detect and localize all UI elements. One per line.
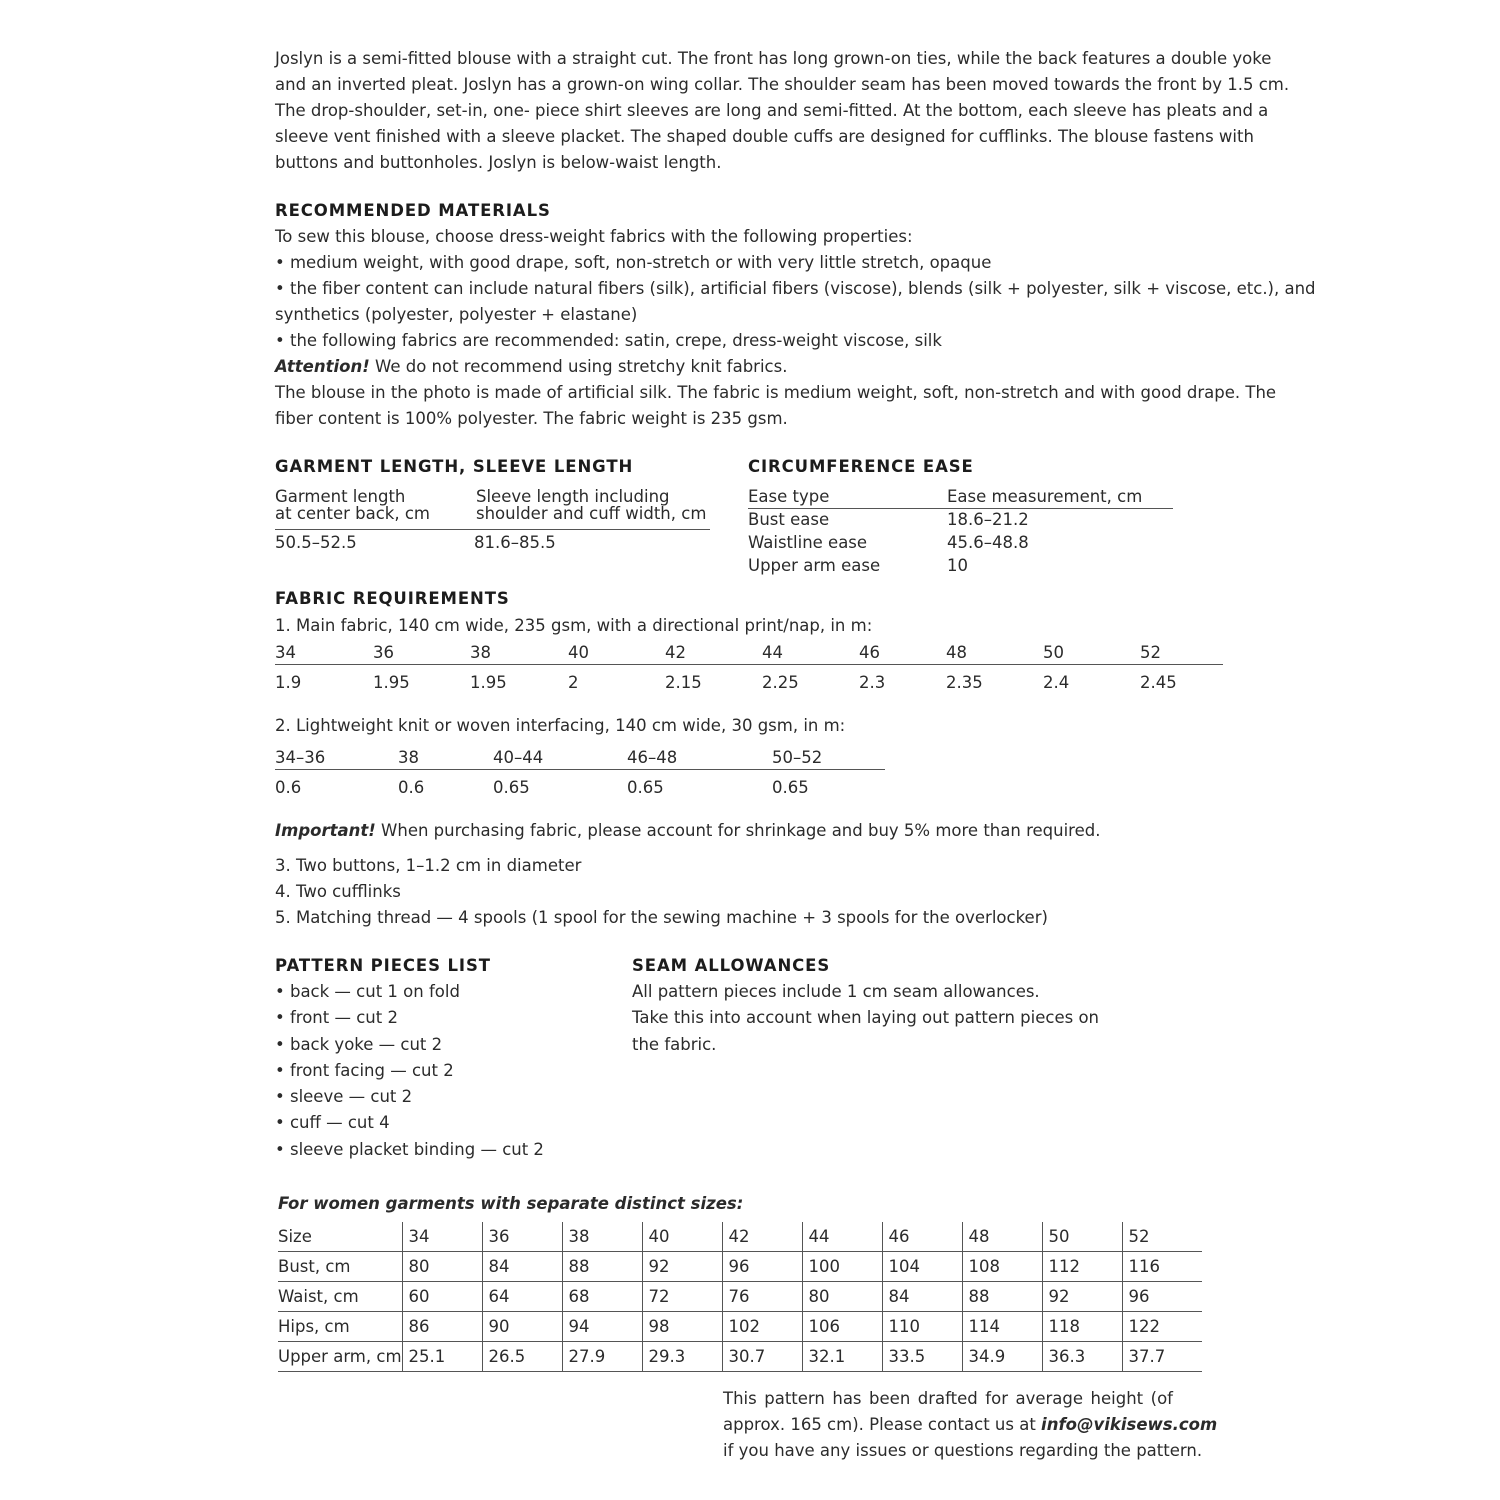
measurement-cell: 108 — [962, 1252, 1042, 1282]
garment-length-value: 50.5–52.5 — [275, 533, 357, 552]
col-header-line: Garment length — [275, 487, 406, 506]
value-cell: 1.95 — [373, 673, 410, 692]
size-cell: 38 — [398, 748, 419, 767]
size-cell: 50 — [1043, 643, 1064, 662]
measurement-cell: 33.5 — [882, 1342, 962, 1372]
size-cell: 52 — [1140, 643, 1161, 662]
size-cell: 38 — [470, 643, 491, 662]
seam-text: the fabric. — [632, 1035, 717, 1054]
measurement-cell: 38 — [562, 1222, 642, 1252]
supply-item: 4. Two cufflinks — [275, 882, 401, 901]
important-text: When purchasing fabric, please account for shrinkage and buy 5% more than required. — [375, 821, 1101, 840]
value-cell: 0.65 — [627, 778, 664, 797]
size-cell: 40–44 — [493, 748, 544, 767]
size-chart-table — [278, 1222, 1202, 1372]
seam-heading: SEAM ALLOWANCES — [632, 956, 831, 975]
garment-length-heading: GARMENT LENGTH, SLEEVE LENGTH — [275, 457, 634, 476]
measurement-cell: 106 — [802, 1312, 882, 1342]
value-cell: 1.95 — [470, 673, 507, 692]
measurement-cell: 36.3 — [1042, 1342, 1122, 1372]
measurement-cell: 80 — [802, 1282, 882, 1312]
measurement-cell: 90 — [482, 1312, 562, 1342]
measurement-cell: 34.9 — [962, 1342, 1042, 1372]
intro-line: The drop-shoulder, set-in, one- piece shirt sleeves are long and semi-fitted. At the bottom, each sleeve has pleats and a — [275, 101, 1269, 120]
value-cell: 2.35 — [946, 673, 983, 692]
measurement-cell: 116 — [1122, 1252, 1202, 1282]
ease-value: 18.6–21.2 — [947, 510, 1029, 529]
col-header-line: Sleeve length including — [476, 487, 670, 506]
value-cell: 2.25 — [762, 673, 799, 692]
measurement-cell: 122 — [1122, 1312, 1202, 1342]
value-cell: 0.65 — [772, 778, 809, 797]
measurement-cell: 92 — [642, 1252, 722, 1282]
contact-line: This pattern has been drafted for average height (of — [723, 1389, 1173, 1408]
value-cell: 2.3 — [859, 673, 886, 692]
piece-item: • front facing — cut 2 — [275, 1061, 454, 1080]
measurement-cell: 100 — [802, 1252, 882, 1282]
pieces-heading: PATTERN PIECES LIST — [275, 956, 491, 975]
measurement-cell: 92 — [1042, 1282, 1122, 1312]
measurement-cell: 86 — [402, 1312, 482, 1342]
value-cell: 0.65 — [493, 778, 530, 797]
measurement-cell: 76 — [722, 1282, 802, 1312]
row-label: Size — [278, 1222, 402, 1252]
photo-note-continued: fiber content is 100% polyester. The fabric weight is 235 gsm. — [275, 409, 788, 428]
contact-note — [723, 1386, 1218, 1464]
size-table-row — [278, 1312, 1202, 1342]
size-cell: 36 — [373, 643, 394, 662]
photo-note: The blouse in the photo is made of artificial silk. The fabric is medium weight, soft, non-stretch and with good drape. The — [275, 383, 1277, 402]
size-cell: 48 — [946, 643, 967, 662]
measurement-cell: 98 — [642, 1312, 722, 1342]
ease-type-header: Ease type — [748, 487, 830, 506]
measurement-cell: 40 — [642, 1222, 722, 1252]
measurement-cell: 102 — [722, 1312, 802, 1342]
attention-note — [275, 354, 1223, 380]
piece-item: • sleeve placket binding — cut 2 — [275, 1140, 544, 1159]
garment-length-col-header — [275, 488, 430, 522]
contact-line: if you have any issues or questions regarding the pattern. — [723, 1441, 1203, 1460]
ease-heading: CIRCUMFERENCE EASE — [748, 457, 974, 476]
size-cell: 46 — [859, 643, 880, 662]
size-cell: 40 — [568, 643, 589, 662]
measurement-cell: 68 — [562, 1282, 642, 1312]
measurement-cell: 50 — [1042, 1222, 1122, 1252]
contact-text: approx. 165 cm). Please contact us at — [723, 1415, 1042, 1434]
supply-item: 5. Matching thread — 4 spools (1 spool for the sewing machine + 3 spools for the overlocker) — [275, 908, 1048, 927]
size-cell: 44 — [762, 643, 783, 662]
piece-item: • back yoke — cut 2 — [275, 1035, 443, 1054]
size-table-row — [278, 1222, 1202, 1252]
materials-bullet: • the fiber content can include natural fibers (silk), artificial fibers (viscose), blends (silk + polyester, silk + viscose, etc.), and — [275, 279, 1316, 298]
measurement-cell: 114 — [962, 1312, 1042, 1342]
materials-bullet: • medium weight, with good drape, soft, non-stretch or with very little stretch, opaque — [275, 253, 992, 272]
contact-line — [723, 1412, 1218, 1438]
value-cell: 0.6 — [275, 778, 302, 797]
measurement-cell: 96 — [722, 1252, 802, 1282]
row-label: Upper arm, cm — [278, 1342, 402, 1372]
piece-item: • back — cut 1 on fold — [275, 982, 460, 1001]
table-rule — [275, 529, 710, 530]
measurement-cell: 60 — [402, 1282, 482, 1312]
size-table-row — [278, 1342, 1202, 1372]
row-label: Hips, cm — [278, 1312, 402, 1342]
measurement-cell: 88 — [962, 1282, 1042, 1312]
size-table-row — [278, 1282, 1202, 1312]
attention-text: We do not recommend using stretchy knit fabrics. — [369, 357, 788, 376]
measurement-cell: 84 — [482, 1252, 562, 1282]
attention-label: Attention! — [275, 357, 370, 376]
measurement-cell: 96 — [1122, 1282, 1202, 1312]
seam-text: Take this into account when laying out pattern pieces on — [632, 1008, 1099, 1027]
size-cell: 50–52 — [772, 748, 823, 767]
intro-line: sleeve vent finished with a sleeve placket. The shaped double cuffs are designed for cufflinks. The blouse fastens with — [275, 127, 1254, 146]
ease-value: 45.6–48.8 — [947, 533, 1029, 552]
measurement-cell: 25.1 — [402, 1342, 482, 1372]
col-header-line: shoulder and cuff width, cm — [476, 504, 707, 523]
intro-line: Joslyn is a semi-fitted blouse with a straight cut. The front has long grown-on ties, while the back features a double yoke — [275, 49, 1272, 68]
measurement-cell: 110 — [882, 1312, 962, 1342]
measurement-cell: 44 — [802, 1222, 882, 1252]
table-rule — [748, 508, 1173, 509]
measurement-cell: 27.9 — [562, 1342, 642, 1372]
size-cell: 42 — [665, 643, 686, 662]
materials-bullet: • the following fabrics are recommended: satin, crepe, dress-weight viscose, silk — [275, 331, 942, 350]
row-label: Bust, cm — [278, 1252, 402, 1282]
measurement-cell: 104 — [882, 1252, 962, 1282]
measurement-cell: 42 — [722, 1222, 802, 1252]
sleeve-length-col-header — [476, 488, 706, 522]
contact-email[interactable]: info@vikisews.com — [1041, 1415, 1218, 1434]
intro-line: buttons and buttonholes. Joslyn is below-waist length. — [275, 153, 722, 172]
measurement-cell: 52 — [1122, 1222, 1202, 1252]
measurement-cell: 36 — [482, 1222, 562, 1252]
ease-type: Waistline ease — [748, 533, 868, 552]
main-fabric-label: 1. Main fabric, 140 cm wide, 235 gsm, with a directional print/nap, in m: — [275, 616, 873, 635]
piece-item: • front — cut 2 — [275, 1008, 398, 1027]
measurement-cell: 64 — [482, 1282, 562, 1312]
measurement-cell: 118 — [1042, 1312, 1122, 1342]
value-cell: 2 — [568, 673, 579, 692]
measurement-cell: 29.3 — [642, 1342, 722, 1372]
measurement-cell: 37.7 — [1122, 1342, 1202, 1372]
interfacing-label: 2. Lightweight knit or woven interfacing, 140 cm wide, 30 gsm, in m: — [275, 716, 846, 735]
sleeve-length-value: 81.6–85.5 — [474, 533, 556, 552]
measurement-cell: 84 — [882, 1282, 962, 1312]
measurement-cell: 32.1 — [802, 1342, 882, 1372]
value-cell: 2.15 — [665, 673, 702, 692]
measurement-cell: 48 — [962, 1222, 1042, 1252]
size-cell: 34–36 — [275, 748, 326, 767]
measurement-cell: 94 — [562, 1312, 642, 1342]
important-label: Important! — [275, 821, 376, 840]
intro-line: and an inverted pleat. Joslyn has a grown-on wing collar. The shoulder seam has been moved towards the front by 1.5 cm. — [275, 75, 1290, 94]
ease-measurement-header: Ease measurement, cm — [947, 487, 1143, 506]
materials-heading: RECOMMENDED MATERIALS — [275, 201, 551, 220]
value-cell: 1.9 — [275, 673, 302, 692]
materials-intro: To sew this blouse, choose dress-weight fabrics with the following properties: — [275, 227, 913, 246]
table-rule — [275, 664, 1223, 665]
measurement-cell: 34 — [402, 1222, 482, 1252]
col-header-line: at center back, cm — [275, 504, 431, 523]
measurement-cell: 30.7 — [722, 1342, 802, 1372]
size-table-row — [278, 1252, 1202, 1282]
measurement-cell: 88 — [562, 1252, 642, 1282]
size-cell: 34 — [275, 643, 296, 662]
ease-type: Upper arm ease — [748, 556, 881, 575]
fabric-heading: FABRIC REQUIREMENTS — [275, 589, 510, 608]
measurement-cell: 80 — [402, 1252, 482, 1282]
size-table-caption: For women garments with separate distinct sizes: — [278, 1194, 744, 1213]
measurement-cell: 26.5 — [482, 1342, 562, 1372]
piece-item: • sleeve — cut 2 — [275, 1087, 413, 1106]
value-cell: 2.4 — [1043, 673, 1070, 692]
value-cell: 0.6 — [398, 778, 425, 797]
piece-item: • cuff — cut 4 — [275, 1113, 390, 1132]
supply-item: 3. Two buttons, 1–1.2 cm in diameter — [275, 856, 582, 875]
measurement-cell: 72 — [642, 1282, 722, 1312]
ease-value: 10 — [947, 556, 968, 575]
measurement-cell: 46 — [882, 1222, 962, 1252]
measurement-cell: 112 — [1042, 1252, 1122, 1282]
important-note — [275, 818, 1223, 844]
value-cell: 2.45 — [1140, 673, 1177, 692]
ease-type: Bust ease — [748, 510, 830, 529]
materials-bullet-continued: synthetics (polyester, polyester + elastane) — [275, 305, 638, 324]
table-rule — [275, 769, 885, 770]
seam-text: All pattern pieces include 1 cm seam allowances. — [632, 982, 1040, 1001]
row-label: Waist, cm — [278, 1282, 402, 1312]
size-cell: 46–48 — [627, 748, 678, 767]
